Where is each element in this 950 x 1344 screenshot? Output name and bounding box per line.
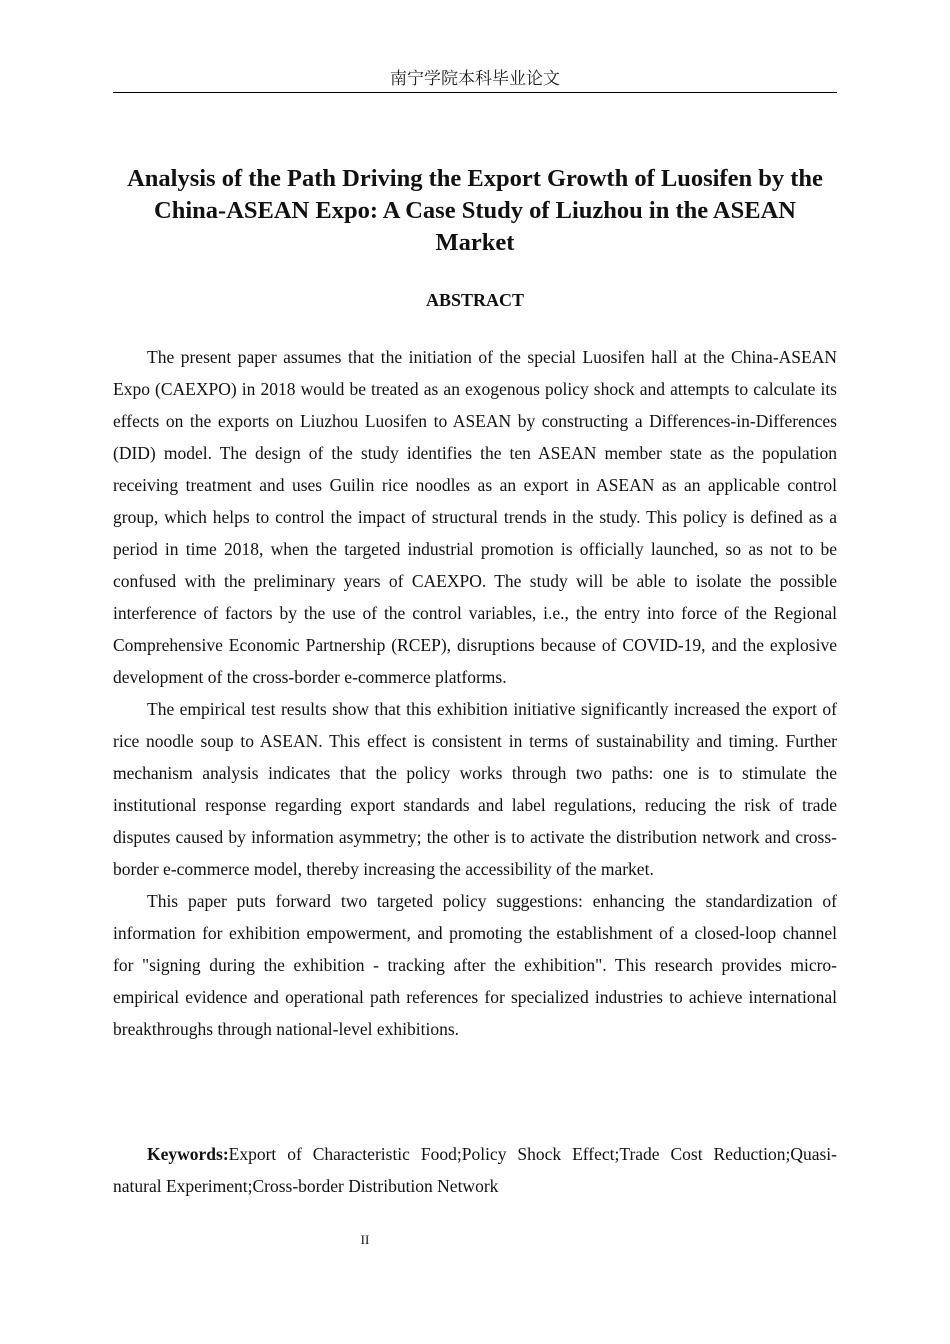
abstract-paragraph-1: The present paper assumes that the initiation of the special Luosifen hall at the China-ASEAN Expo (CAEXPO) in 2018 would be treated as an exogenous policy shock and attempts to calculate its effects on the exports on Liuzhou Luosifen to ASEAN by constructing a Differences-in-Differences (DID) model. The design of the study identifies the ten ASEAN member state as the population receiving treatment and uses Guilin rice noodles as an export in ASEAN as an applicable control group, which helps to control the impact of structural trends in the study. This policy is defined as a period in time 2018, when the targeted industrial promotion is officially launched, so as not to be confused with the preliminary years of CAEXPO. The study will be able to isolate the possible interference of factors by the use of the control variables, i.e., the entry into force of the Regional Comprehensive Economic Partnership (RCEP), disruptions because of COVID-19, and the explosive development of the cross-border e-commerce platforms. bbox=[113, 347, 837, 687]
abstract-heading: ABSTRACT bbox=[425, 290, 525, 310]
keywords bbox=[113, 1138, 837, 1202]
page-number: II bbox=[360, 1232, 370, 1247]
keywords-text: Export of Characteristic Food;Policy Shock Effect;Trade Cost Reduction;Quasi-natural Experiment;Cross-border Distribution Network bbox=[113, 1144, 837, 1196]
abstract-paragraph-3: This paper puts forward two targeted policy suggestions: enhancing the standardization of information for exhibition empowerment, and promoting the establishment of a closed-loop channel for "signing during the exhibition - tracking after the exhibition". This research provides micro-empirical evidence and operational path references for specialized industries to achieve international breakthroughs through national-level exhibitions. bbox=[113, 891, 837, 1039]
abstract-paragraph-2: The empirical test results show that this exhibition initiative significantly increased the export of rice noodle soup to ASEAN. This effect is consistent in terms of sustainability and timing. Further mechanism analysis indicates that the policy works through two paths: one is to stimulate the institutional response regarding export standards and label regulations, reducing the risk of trade disputes caused by information asymmetry; the other is to activate the distribution network and cross-border e-commerce model, thereby increasing the accessibility of the market. bbox=[113, 699, 837, 879]
paper-title: Analysis of the Path Driving the Export Growth of Luosifen by the China-ASEAN Expo: A Case Study of Liuzhou in the ASEAN Market bbox=[127, 165, 823, 256]
page-header: 南宁学院本科毕业论文 bbox=[113, 66, 837, 93]
abstract-body bbox=[113, 341, 837, 1045]
keywords-label: Keywords: bbox=[147, 1144, 229, 1164]
